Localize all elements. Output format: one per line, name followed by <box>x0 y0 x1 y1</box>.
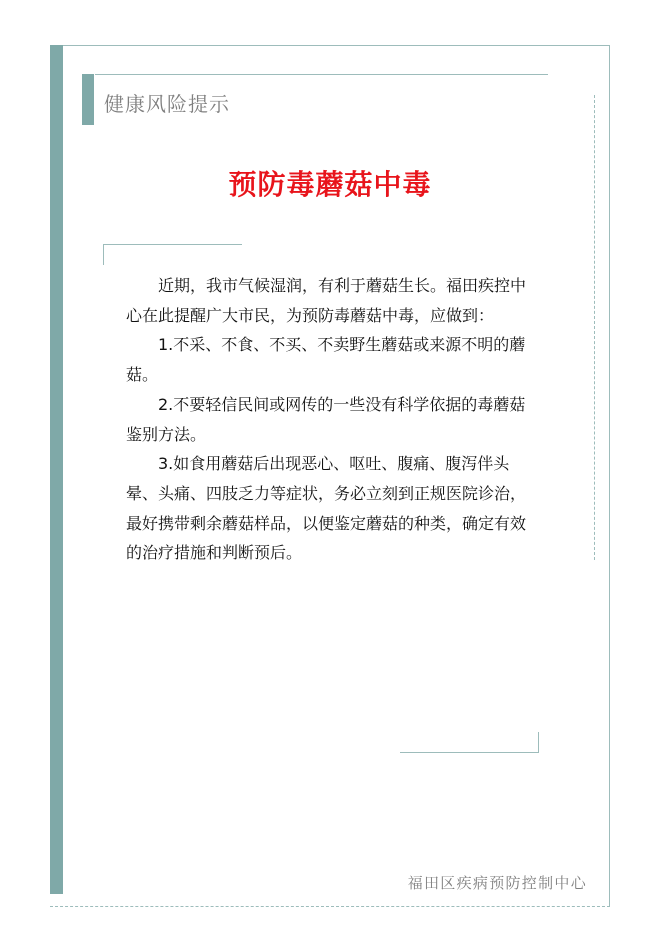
corner-bracket-top-left <box>103 244 242 265</box>
footer-organization: 福田区疾病预防控制中心 <box>407 874 587 892</box>
intro-paragraph: 近期，我市气候湿润，有利于蘑菇生长。福田疾控中心在此提醒广大市民，为预防毒蘑菇中毒，应做到： <box>126 276 527 325</box>
page-title: 预防毒蘑菇中毒 <box>228 168 432 201</box>
advice-item-2: 2.不要轻信民间或网传的一些没有科学依据的毒蘑菇鉴别方法。 <box>126 394 526 444</box>
corner-bracket-bottom-right <box>400 732 539 753</box>
notice-body <box>126 271 538 568</box>
advice-item-1: 1.不采、不食、不买、不卖野生蘑菇或来源不明的蘑菇。 <box>126 335 526 385</box>
advice-item-3: 3.如食用蘑菇后出现恶心、呕吐、腹痛、腹泻伴头晕、头痛、四肢乏力等症状，务必立刻到正规医院诊治，最好携带剩余蘑菇样品，以便鉴定蘑菇的种类，确定有效的治疗措施和判断预后。 <box>126 454 527 563</box>
header-accent-block <box>82 74 94 125</box>
top-border-line <box>63 45 609 46</box>
header-label: 健康风险提示 <box>104 92 230 116</box>
header-rule <box>95 74 548 75</box>
bottom-dashed-border <box>50 906 610 907</box>
